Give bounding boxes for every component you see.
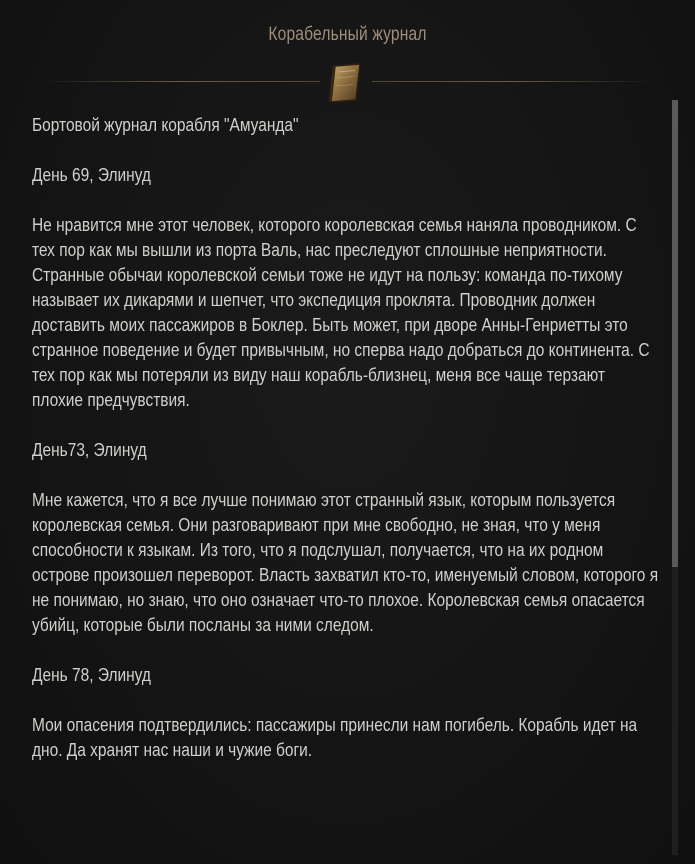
title-divider-left <box>40 81 320 82</box>
journal-heading: Бортовой журнал корабля "Амуанда" <box>32 115 299 135</box>
title-divider-right <box>372 81 652 82</box>
entry-text: Мне кажется, что я все лучше понимаю этот странный язык, которым пользуется королевская семья. Они разговаривают при мне свободно, не зная, что у меня способности к языкам. Из того, что я подслушал, получается, что на их родном острове произошел переворот. Власть захватил кто-то, именуемый словом, которого я не понимаю, но знаю, что оно означает что-то плохое. Королевская семья опасается убийц, которые были посланы за ними следом. <box>32 490 659 635</box>
entry-text: Не нравится мне этот человек, которого королевская семья наняла проводником. С тех пор как мы вышли из порта Валь, нас преследуют сплошные неприятности. Странные обычаи королевской семьи тоже не идут на пользу: команда по-тихому называет их дикарями и шепчет, что экспедиция проклята. Проводник должен доставить моих пассажиров в Боклер. Быть может, при дворе Анны-Генриетты это странное поведение и будет привычным, но сперва надо добраться до континента. С тех пор как мы потеряли из виду наш корабль-близнец, меня все чаще терзают плохие предчувствия. <box>32 215 650 410</box>
scrollbar-thumb[interactable] <box>672 100 678 567</box>
window-title: Корабельный журнал <box>268 24 427 45</box>
entry-day: День 69, Элинуд <box>32 165 151 185</box>
journal-text <box>32 113 660 788</box>
book-icon <box>322 60 370 106</box>
entry-text: Мои опасения подтвердились: пассажиры принесли нам погибель. Корабль идет на дно. Да хранят нас наши и чужие боги. <box>32 715 638 760</box>
entry-day: День 78, Элинуд <box>32 665 151 685</box>
entry-day: День73, Элинуд <box>32 440 147 460</box>
